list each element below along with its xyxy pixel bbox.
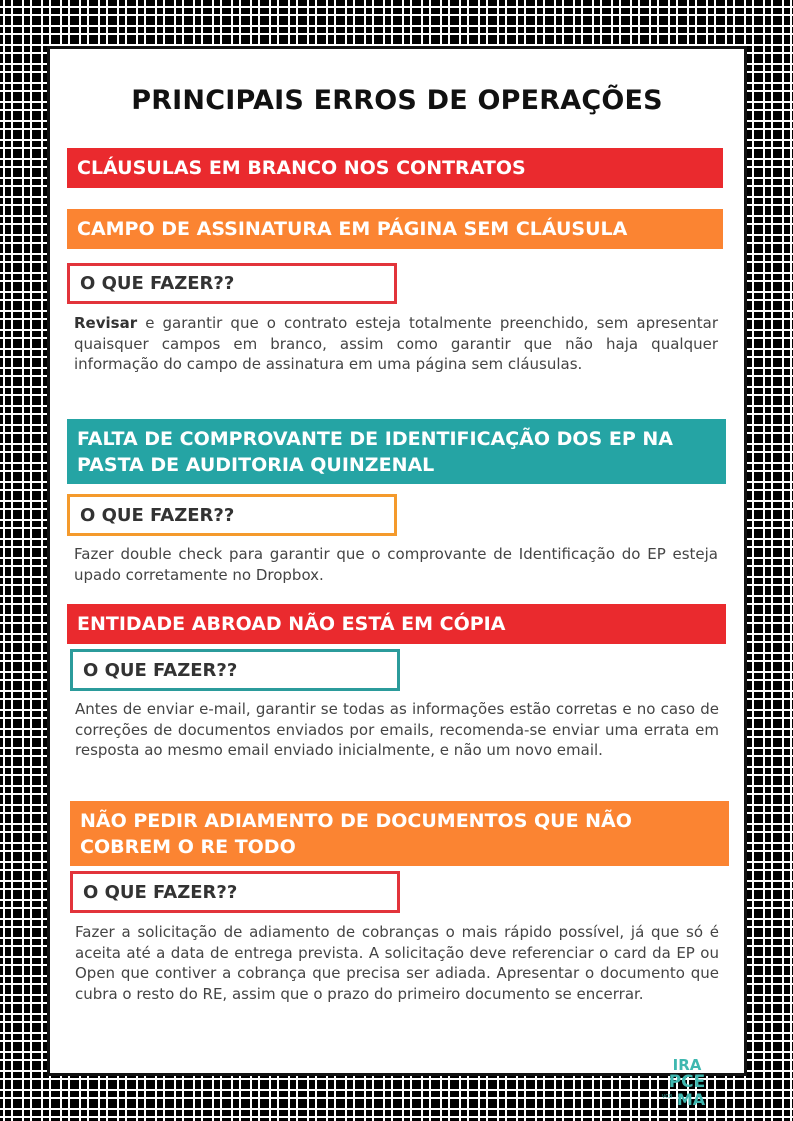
paragraph-1-bold: Revisar [74,314,138,332]
paragraph-1-text: e garantir que o contrato esteja totalmente preenchido, sem apresentar quaisquer campos em branco, assim como garantir que não haja qualquer informação do campo de assinatura em uma página sem cláusulas. [74,314,718,373]
logo-line3: MA [676,1090,706,1109]
paragraph-4: Fazer a solicitação de adiamento de cobranças o mais rápido possível, já que só é aceita até a data de entrega prevista. A solicitação deve referenciar o card da EP ou Open que contiver a cobrança que precisa ser adiada. Apresentar o documento que cubra o resto do RE, assim que o prazo do primeiro documento se encerrar. [75,923,719,1003]
action-box-3: O QUE FAZER?? [70,649,400,691]
logo-line2: PCE [668,1072,706,1092]
paragraph-2: Fazer double check para garantir que o comprovante de Identificação do EP esteja upado corretamente no Dropbox. [74,545,718,584]
heading-postponement-line1: NÃO PEDIR ADIAMENTO DE DOCUMENTOS QUE NÃO [80,809,632,832]
heading-missing-id-line1: FALTA DE COMPROVANTE DE IDENTIFICAÇÃO DOS EP NA [77,427,673,450]
heading-abroad-entity: ENTIDADE ABROAD NÃO ESTÁ EM CÓPIA [67,604,726,644]
heading-signature-field: CAMPO DE ASSINATURA EM PÁGINA SEM CLÁUSULA [67,209,723,249]
heading-postponement [70,801,729,866]
action-box-2: O QUE FAZER?? [67,494,397,536]
brand-logo [658,1054,718,1109]
logo-line1: IRA [672,1056,702,1074]
paragraph-1 [74,313,718,375]
logo-small-text: VCB [661,1094,673,1100]
heading-blank-clauses: CLÁUSULAS EM BRANCO NOS CONTRATOS [67,148,723,188]
action-box-1: O QUE FAZER?? [67,263,397,304]
heading-missing-id-line2: PASTA DE AUDITORIA QUINZENAL [77,453,435,476]
heading-missing-id [67,419,726,484]
heading-postponement-line2: COBREM O RE TODO [80,835,296,858]
page-title: PRINCIPAIS ERROS DE OPERAÇÕES [131,85,663,116]
paragraph-3: Antes de enviar e-mail, garantir se todas as informações estão corretas e no caso de correções de documentos enviados por emails, recomenda-se enviar uma errata em resposta ao mesmo email enviado inicialmente, e não um novo email. [75,700,719,759]
action-box-4: O QUE FAZER?? [70,871,400,913]
document-page [47,46,747,1109]
